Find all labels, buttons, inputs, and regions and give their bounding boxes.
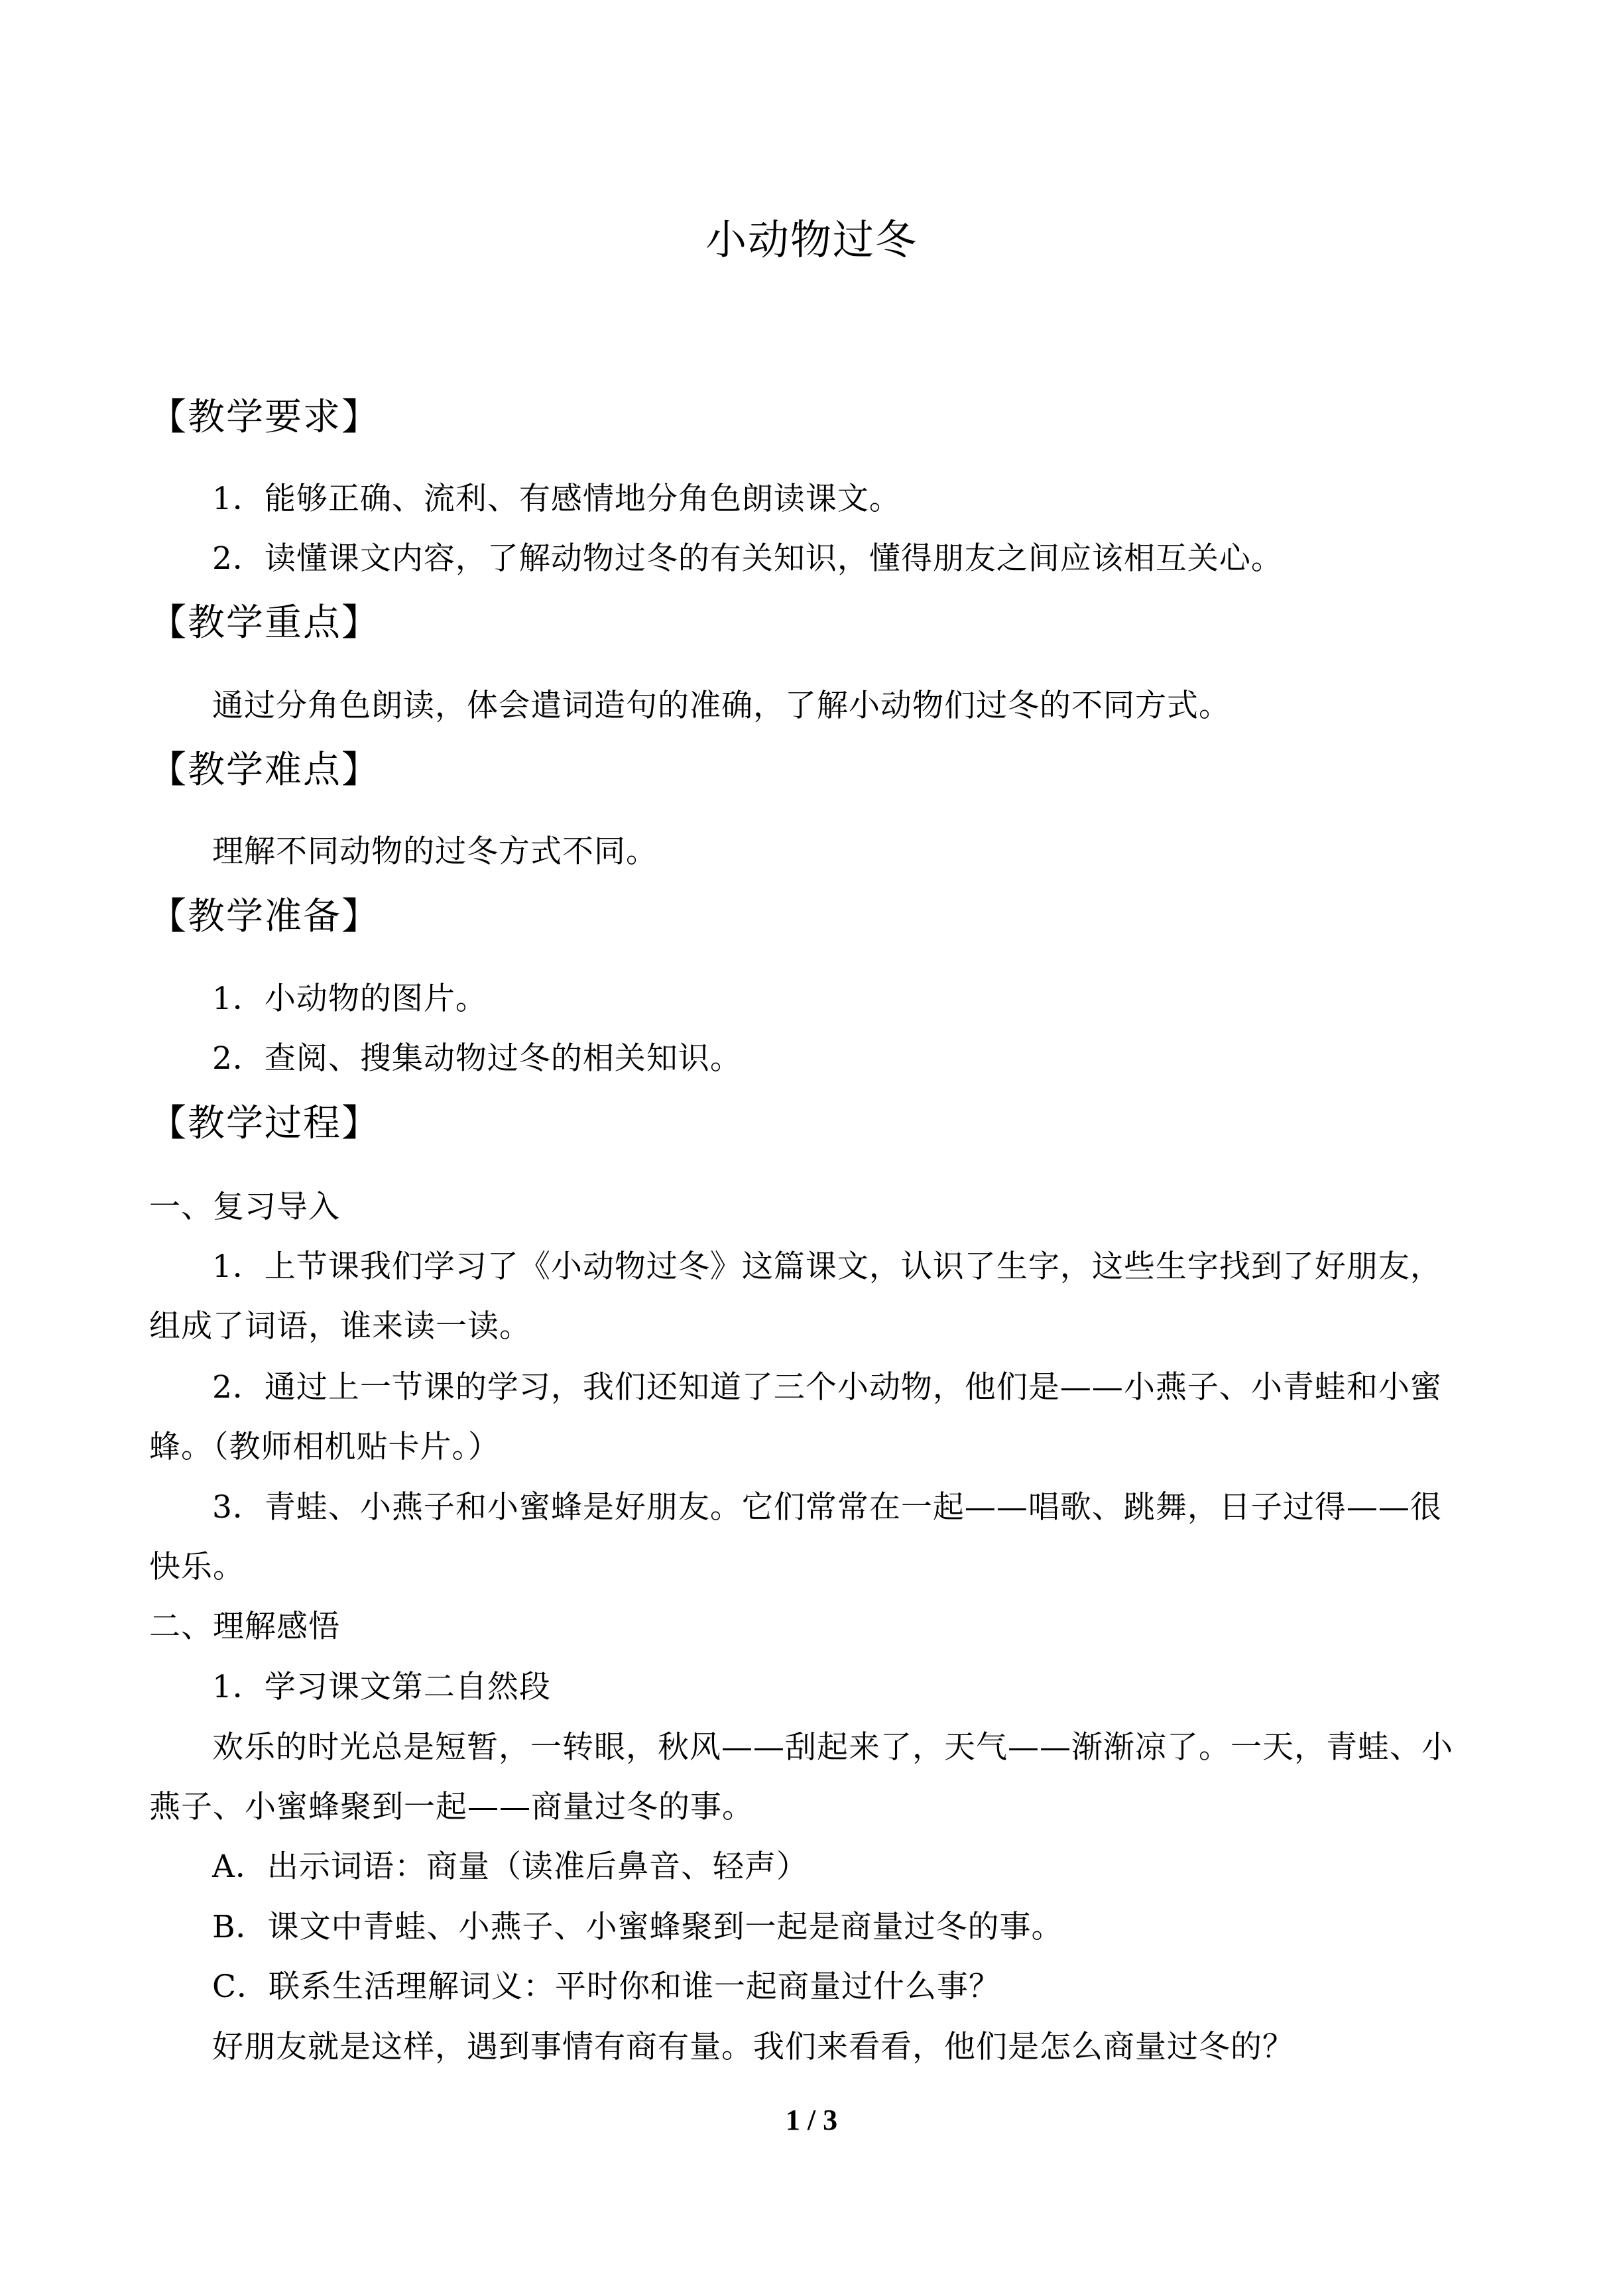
section-heading-requirements: 【教学要求】 xyxy=(149,396,380,439)
paragraph-line: 蜂。（教师相机贴卡片。） xyxy=(149,1429,500,1465)
paragraph-line: 燕子、小蜜蜂聚到一起——商量过冬的事。 xyxy=(149,1789,754,1825)
page-title: 小动物过冬 xyxy=(705,215,918,264)
paragraph-line: 组成了词语，谁来读一读。 xyxy=(149,1308,531,1345)
paragraph-line: C．联系生活理解词义：平时你和谁一起商量过什么事？ xyxy=(212,1968,1000,2005)
preparation-item: 2．查阅、搜集动物过冬的相关知识。 xyxy=(212,1040,742,1077)
paragraph-line: 1．上节课我们学习了《小动物过冬》这篇课文，认识了生字，这些生字找到了好朋友， xyxy=(212,1248,1442,1285)
requirement-item: 1．能够正确、流利、有感情地分角色朗读课文。 xyxy=(212,481,901,517)
process-part1-heading: 一、复习导入 xyxy=(149,1189,340,1225)
paragraph-line: 欢乐的时光总是短暂，一转眼，秋风——刮起来了，天气——渐渐凉了。一天，青蛙、小 xyxy=(212,1729,1453,1766)
section-heading-key-points: 【教学重点】 xyxy=(149,601,380,644)
paragraph-line: 快乐。 xyxy=(149,1549,245,1585)
paragraph-line: 1．学习课文第二自然段 xyxy=(212,1669,551,1705)
requirement-item: 2．读懂课文内容，了解动物过冬的有关知识，懂得朋友之间应该相互关心。 xyxy=(212,540,1283,577)
paragraph-line: 好朋友就是这样，遇到事情有商有量。我们来看看，他们是怎么商量过冬的？ xyxy=(212,2029,1294,2065)
preparation-item: 1．小动物的图片。 xyxy=(212,981,487,1017)
difficulties-text: 理解不同动物的过冬方式不同。 xyxy=(212,833,658,870)
section-heading-process: 【教学过程】 xyxy=(149,1102,380,1145)
paragraph-line: 2．通过上一节课的学习，我们还知道了三个小动物，他们是——小燕子、小青蛙和小蜜 xyxy=(212,1369,1442,1406)
key-points-text: 通过分角色朗读，体会遣词造句的准确，了解小动物们过冬的不同方式。 xyxy=(212,688,1231,724)
page-number: 1 / 3 xyxy=(785,2104,838,2136)
process-part2-heading: 二、理解感悟 xyxy=(149,1608,340,1645)
section-heading-difficulties: 【教学难点】 xyxy=(149,749,380,792)
paragraph-line: A．出示词语：商量（读准后鼻音、轻声） xyxy=(212,1848,808,1885)
section-heading-preparation: 【教学准备】 xyxy=(149,895,380,938)
paragraph-line: B．课文中青蛙、小燕子、小蜜蜂聚到一起是商量过冬的事。 xyxy=(212,1909,1063,1945)
paragraph-line: 3．青蛙、小燕子和小蜜蜂是好朋友。它们常常在一起——唱歌、跳舞，日子过得——很 xyxy=(212,1489,1442,1526)
